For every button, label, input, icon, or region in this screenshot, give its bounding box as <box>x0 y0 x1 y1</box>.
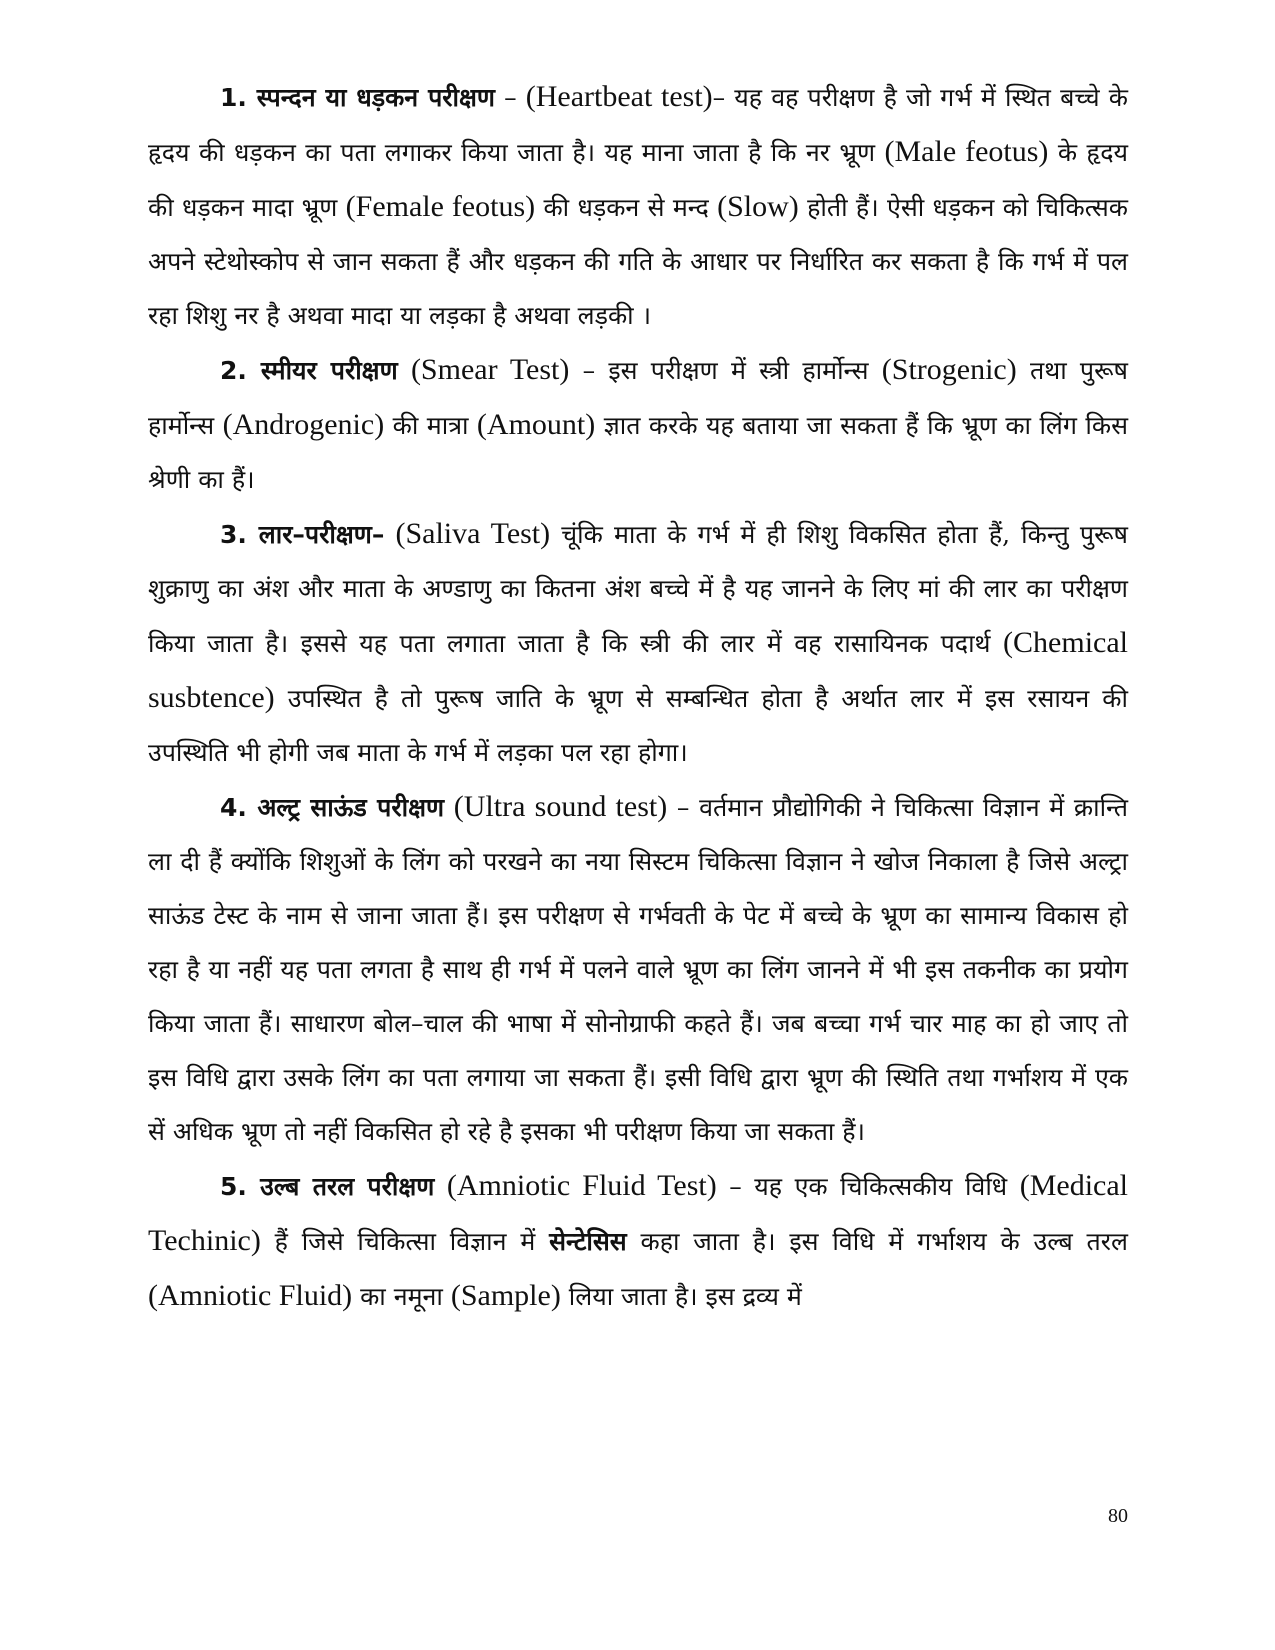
english-term: (Female feotus) <box>345 190 536 223</box>
body-text: तथा पुरूष हार्मोन्स <box>148 356 1129 440</box>
english-term: (Amniotic Fluid Test) <box>446 1169 717 1202</box>
body-text: होती हैं। ऐसी धड़कन को चिकित्सक अपने स्टेथोस्कोप से जान सकता हैं और धड़कन की गति के आधार पर निर्धारित कर सकता है कि गर्भ में पल रहा शिशु नर है अथवा मादा या लड़का है अथवा लड़की । <box>148 193 1128 330</box>
paragraph-4 <box>148 780 1128 1159</box>
paragraph-1 <box>148 70 1128 343</box>
body-text: – वर्तमान प्रौद्योगिकी ने चिकित्सा विज्ञान में क्रान्ति ला दी हैं क्योंकि शिशुओं के लिंग को परखने का नया सिस्टम चिकित्सा विज्ञान ने खोज निकाला है जिसे अल्ट्रा साऊंड टेस्ट के नाम से जाना जाता हैं। इस परीक्षण से गर्भवती के पेट में बच्चे के भ्रूण का सामान्य विकास हो रहा है या नहीं यह पता लगता है साथ ही गर्भ में पलने वाले भ्रूण का लिंग जानने में भी इस तकनीक का प्रयोग किया जाता हैं। साधारण बोल–चाल की भाषा में सोनोग्राफी कहते हैं। जब बच्चा गर्भ चार माह का हो जाए तो इस विधि द्वारा उसके लिंग का पता लगाया जा सकता हैं। इसी विधि द्वारा भ्रूण की स्थिति तथा गर्भाशय में एक सें अधिक भ्रूण तो नहीं विकसित हो रहे है इसका भी परीक्षण किया जा सकता हैं। <box>148 793 1128 1146</box>
body-text: की धड़कन से मन्द <box>535 193 718 222</box>
body-text <box>384 520 395 549</box>
english-term: (Male feotus) <box>884 135 1049 168</box>
english-term: (Strogenic) <box>881 353 1017 386</box>
paragraph-2 <box>148 343 1128 507</box>
body-text: का नमूना <box>352 1282 451 1311</box>
english-term: (Androgenic) <box>222 408 385 441</box>
paragraph-3 <box>148 507 1128 780</box>
section-heading: 2. स्मीयर परीक्षण <box>220 356 398 385</box>
english-term: (Sample) <box>450 1279 561 1312</box>
english-term: (Medical Techinic) <box>148 1169 1128 1257</box>
body-text: के हृदय की धड़कन मादा भ्रूण <box>148 138 1128 222</box>
english-term: (Slow) <box>717 190 799 223</box>
english-term: (Amount) <box>476 408 596 441</box>
section-heading: 3. लार–परीक्षण– <box>220 520 385 549</box>
body-text: की मात्रा <box>384 411 477 440</box>
body-text: ज्ञात करके यह बताया जा सकता हैं कि भ्रूण का लिंग किस श्रेणी का हैं। <box>148 411 1128 494</box>
body-text: – <box>494 83 526 112</box>
english-term: (Heartbeat test) <box>525 80 713 113</box>
body-text: हैं जिसे चिकित्सा विज्ञान में <box>260 1227 550 1256</box>
body-text: – यह वह परीक्षण है जो गर्भ में स्थित बच्चे के हृदय की धड़कन का पता लगाकर किया जाता है। यह माना जाता है कि नर भ्रूण <box>148 83 1128 167</box>
body-text: – इस परीक्षण में स्त्री हार्मोन्स <box>569 356 882 385</box>
section-heading: 5. उल्ब तरल परीक्षण <box>220 1172 435 1201</box>
body-text: उपस्थित है तो पुरूष जाति के भ्रूण से सम्बन्धित होता है अर्थात लार में इस रसायन की उपस्थिति भी होगी जब माता के गर्भ में लड़का पल रहा होगा। <box>148 684 1128 767</box>
body-text: – यह एक चिकित्सकीय विधि <box>716 1172 1020 1201</box>
body-text <box>444 793 454 822</box>
body-text <box>398 356 411 385</box>
english-term: (Amniotic Fluid) <box>148 1279 353 1312</box>
english-term: (Chemical susbtence) <box>148 626 1128 714</box>
body-text: लिया जाता है। इस द्रव्य में <box>560 1282 802 1311</box>
english-term: (Smear Test) <box>410 353 570 386</box>
section-heading: 1. स्पन्दन या धड़कन परीक्षण <box>220 83 495 112</box>
page-number: 80 <box>1108 1505 1128 1527</box>
section-heading: 4. अल्ट्र साऊंड परीक्षण <box>220 793 445 822</box>
english-term: (Saliva Test) <box>395 517 551 550</box>
document-body <box>148 70 1128 1324</box>
bold-term: सेन्टेसिस <box>549 1227 627 1256</box>
body-text: कहा जाता है। इस विधि में गर्भाशय के उल्ब तरल <box>626 1227 1128 1256</box>
english-term: (Ultra sound test) <box>453 790 668 823</box>
body-text: चूंकि माता के गर्भ में ही शिशु विकसित होता हैं, किन्तु पुरूष शुक्राणु का अंश और माता के अण्डाणु का कितना अंश बच्चे में है यह जानने के लिए मां की लार का परीक्षण किया जाता है। इससे यह पता लगाता जाता है कि स्त्री की लार में वह रासायिनक पदार्थ <box>148 520 1129 658</box>
paragraph-5 <box>148 1159 1128 1324</box>
body-text <box>434 1172 447 1201</box>
